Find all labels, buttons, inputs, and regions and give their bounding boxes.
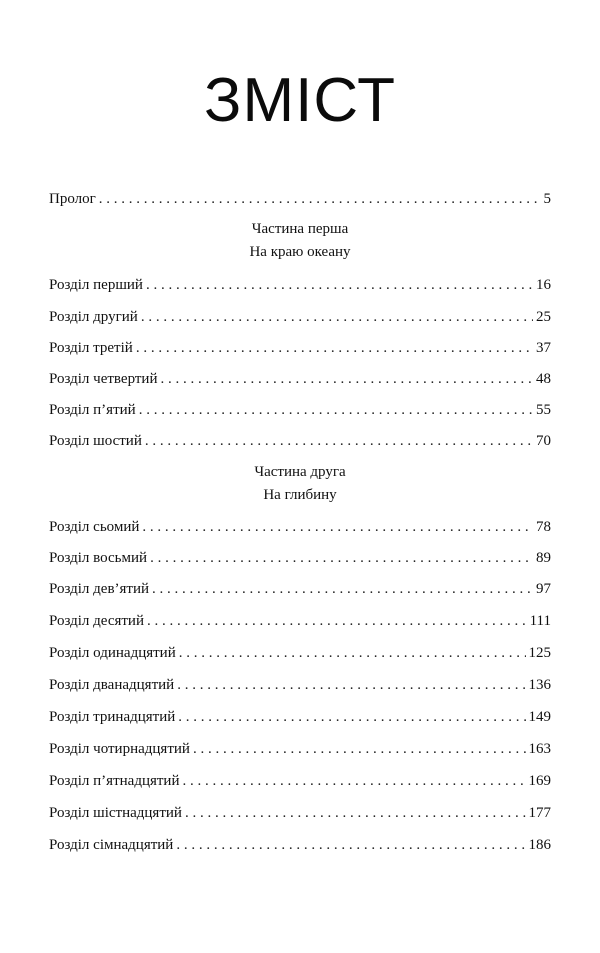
dot-leader — [193, 738, 526, 760]
dot-leader — [136, 337, 533, 359]
dot-leader — [147, 610, 527, 632]
toc-row[interactable] — [49, 674, 551, 696]
part-1-subtitle: На краю океану — [249, 244, 351, 260]
toc-page-number: 78 — [536, 519, 551, 535]
toc-label: Розділ третій — [49, 340, 133, 356]
dot-leader — [142, 516, 533, 538]
dot-leader — [146, 274, 533, 296]
toc-row-prologue[interactable] — [49, 188, 551, 210]
dot-leader — [145, 430, 533, 452]
toc-page-number: 70 — [536, 433, 551, 449]
toc-row[interactable] — [49, 578, 551, 600]
dot-leader — [139, 399, 533, 421]
part-1-heading: Частина перша — [251, 221, 349, 237]
toc-page-number: 37 — [536, 340, 551, 356]
toc-label: Розділ сьомий — [49, 519, 140, 535]
toc-row[interactable] — [49, 770, 551, 792]
dot-leader — [150, 547, 533, 569]
dot-leader — [141, 306, 533, 328]
toc-label: Розділ одинадцятий — [49, 645, 176, 661]
toc-page-number: 125 — [528, 645, 551, 661]
toc-page-number: 89 — [536, 550, 551, 566]
toc-page-number: 48 — [536, 371, 551, 387]
dot-leader — [177, 674, 525, 696]
part-2-heading: Частина друга — [254, 464, 346, 480]
toc-page-number: 186 — [528, 837, 551, 853]
dot-leader — [179, 642, 526, 664]
toc-label: Розділ перший — [49, 277, 143, 293]
toc-page-number: 97 — [536, 581, 551, 597]
toc-row[interactable] — [49, 399, 551, 421]
toc-row[interactable] — [49, 516, 551, 538]
toc-page-number: 55 — [536, 402, 551, 418]
toc-row[interactable] — [49, 306, 551, 328]
toc-label: Розділ тринадцятий — [49, 709, 176, 725]
toc-label: Розділ шостий — [49, 433, 142, 449]
toc-label: Розділ дев’ятий — [49, 581, 150, 597]
part-2-subtitle: На глибину — [263, 487, 337, 503]
dot-leader — [99, 188, 541, 210]
toc-label: Розділ чотирнадцятий — [49, 741, 190, 757]
toc-page-number: 169 — [528, 773, 551, 789]
toc-page-number: 16 — [536, 277, 551, 293]
toc-page-number: 136 — [528, 677, 551, 693]
toc-label: Розділ десятий — [49, 613, 144, 629]
toc-row[interactable] — [49, 368, 551, 390]
toc-row[interactable] — [49, 834, 551, 856]
toc-label: Розділ дванадцятий — [49, 677, 175, 693]
toc-label: Розділ восьмий — [49, 550, 148, 566]
toc-row[interactable] — [49, 274, 551, 296]
toc-label: Пролог — [49, 191, 96, 207]
toc-label: Розділ шістнадцятий — [49, 805, 182, 821]
toc-label: Розділ другий — [49, 309, 138, 325]
toc-row[interactable] — [49, 706, 551, 728]
toc-page-number: 163 — [528, 741, 551, 757]
dot-leader — [178, 706, 525, 728]
toc-row[interactable] — [49, 337, 551, 359]
toc-page-number: 25 — [536, 309, 551, 325]
toc-label: Розділ п’ятнадцятий — [49, 773, 180, 789]
toc-label: Розділ сімнадцятий — [49, 837, 174, 853]
toc-page-number: 149 — [528, 709, 551, 725]
toc-row[interactable] — [49, 547, 551, 569]
toc-row[interactable] — [49, 802, 551, 824]
toc-row[interactable] — [49, 610, 551, 632]
toc-page-number: 177 — [528, 805, 551, 821]
toc-row[interactable] — [49, 738, 551, 760]
toc-page-number: 5 — [543, 191, 551, 207]
dot-leader — [183, 770, 526, 792]
page-title: ЗМІСТ — [204, 66, 396, 135]
toc-label: Розділ п’ятий — [49, 402, 136, 418]
dot-leader — [152, 578, 533, 600]
dot-leader — [160, 368, 533, 390]
toc-page-number: 111 — [529, 613, 551, 629]
dot-leader — [176, 834, 525, 856]
toc-label: Розділ четвертий — [49, 371, 158, 387]
dot-leader — [185, 802, 526, 824]
toc-row[interactable] — [49, 642, 551, 664]
toc-row[interactable] — [49, 430, 551, 452]
